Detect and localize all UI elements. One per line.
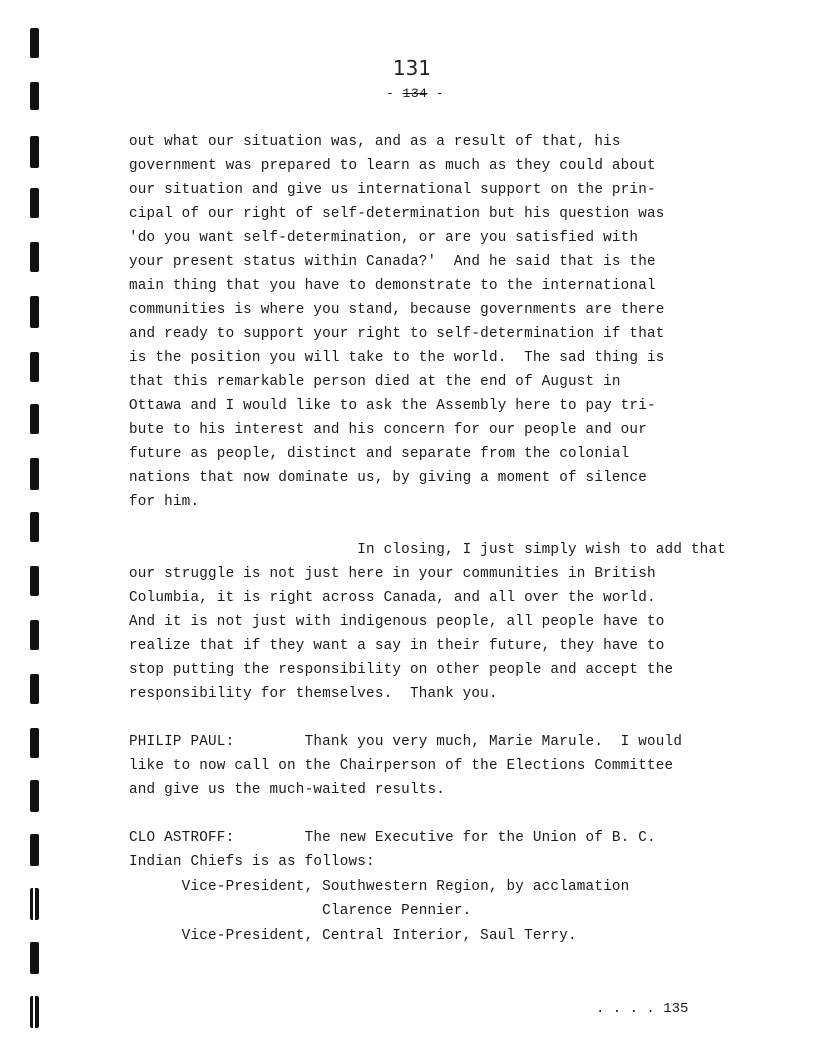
handwritten-page-number: 131 [392,56,432,80]
binding-hole [30,404,39,434]
text-line: government was prepared to learn as much as they could about [129,158,656,174]
binding-hole [30,888,39,920]
text-line: and give us the much-waited results. [129,782,446,798]
binding-hole [30,296,39,328]
binding-hole [30,28,39,58]
page-number-suffix: - [427,86,445,101]
binding-hole [30,458,39,490]
text-line: Indian Chiefs is as follows: [129,854,375,870]
binding-hole [30,620,39,650]
binding-hole [30,566,39,596]
text-line: main thing that you have to demonstrate to the international [129,278,656,294]
binding-hole [30,996,39,1028]
binding-holes [22,0,44,1055]
text-line: that this remarkable person died at the end of August in [129,374,621,390]
text-line: future as people, distinct and separate from the colonial [129,446,630,462]
binding-hole [30,242,39,272]
text-line: your present status within Canada?' And he said that is the [129,254,656,270]
binding-hole [30,352,39,382]
page-number-prefix: - [385,86,403,101]
struck-page-number: 134 [402,86,428,101]
binding-hole [30,136,39,168]
text-line: CLO ASTROFF: The new Executive for the Union of B. C. [129,830,656,846]
text-line: is the position you will take to the world. The sad thing is [129,350,665,366]
text-line: our situation and give us international support on the prin- [129,182,656,198]
text-line: Columbia, it is right across Canada, and all over the world. [129,590,656,606]
text-line: cipal of our right of self-determination but his question was [129,206,665,222]
text-line: and ready to support your right to self-determination if that [129,326,665,342]
text-line: our struggle is not just here in your communities in British [129,566,656,582]
typed-page-number [378,86,452,101]
text-line: responsibility for themselves. Thank you. [129,686,498,702]
text-line: communities is where you stand, because governments are there [129,302,665,318]
binding-hole [30,512,39,542]
text-line: bute to his interest and his concern for our people and our [129,422,647,438]
text-line: nations that now dominate us, by giving a moment of silence [129,470,647,486]
binding-hole [30,188,39,218]
text-line: out what our situation was, and as a result of that, his [129,134,621,150]
text-line: Clarence Pennier. [129,903,472,919]
text-line: stop putting the responsibility on other people and accept the [129,662,674,678]
text-line: In closing, I just simply wish to add that [129,542,727,558]
continuation-footer: . . . . 135 [596,1001,689,1017]
binding-hole [30,82,39,110]
binding-hole [30,674,39,704]
binding-hole [30,942,39,974]
text-line: And it is not just with indigenous people, all people have to [129,614,665,630]
text-line: like to now call on the Chairperson of the Elections Committee [129,758,674,774]
binding-hole [30,780,39,812]
binding-hole [30,728,39,758]
text-line: PHILIP PAUL: Thank you very much, Marie Marule. I would [129,734,683,750]
text-line: Ottawa and I would like to ask the Assembly here to pay tri- [129,398,656,414]
text-line: Vice-President, Southwestern Region, by acclamation [129,879,630,895]
text-line: Vice-President, Central Interior, Saul Terry. [129,928,577,944]
binding-hole [30,834,39,866]
text-line: 'do you want self-determination, or are you satisfied with [129,230,639,246]
text-line: realize that if they want a say in their future, they have to [129,638,665,654]
text-line: for him. [129,494,200,510]
